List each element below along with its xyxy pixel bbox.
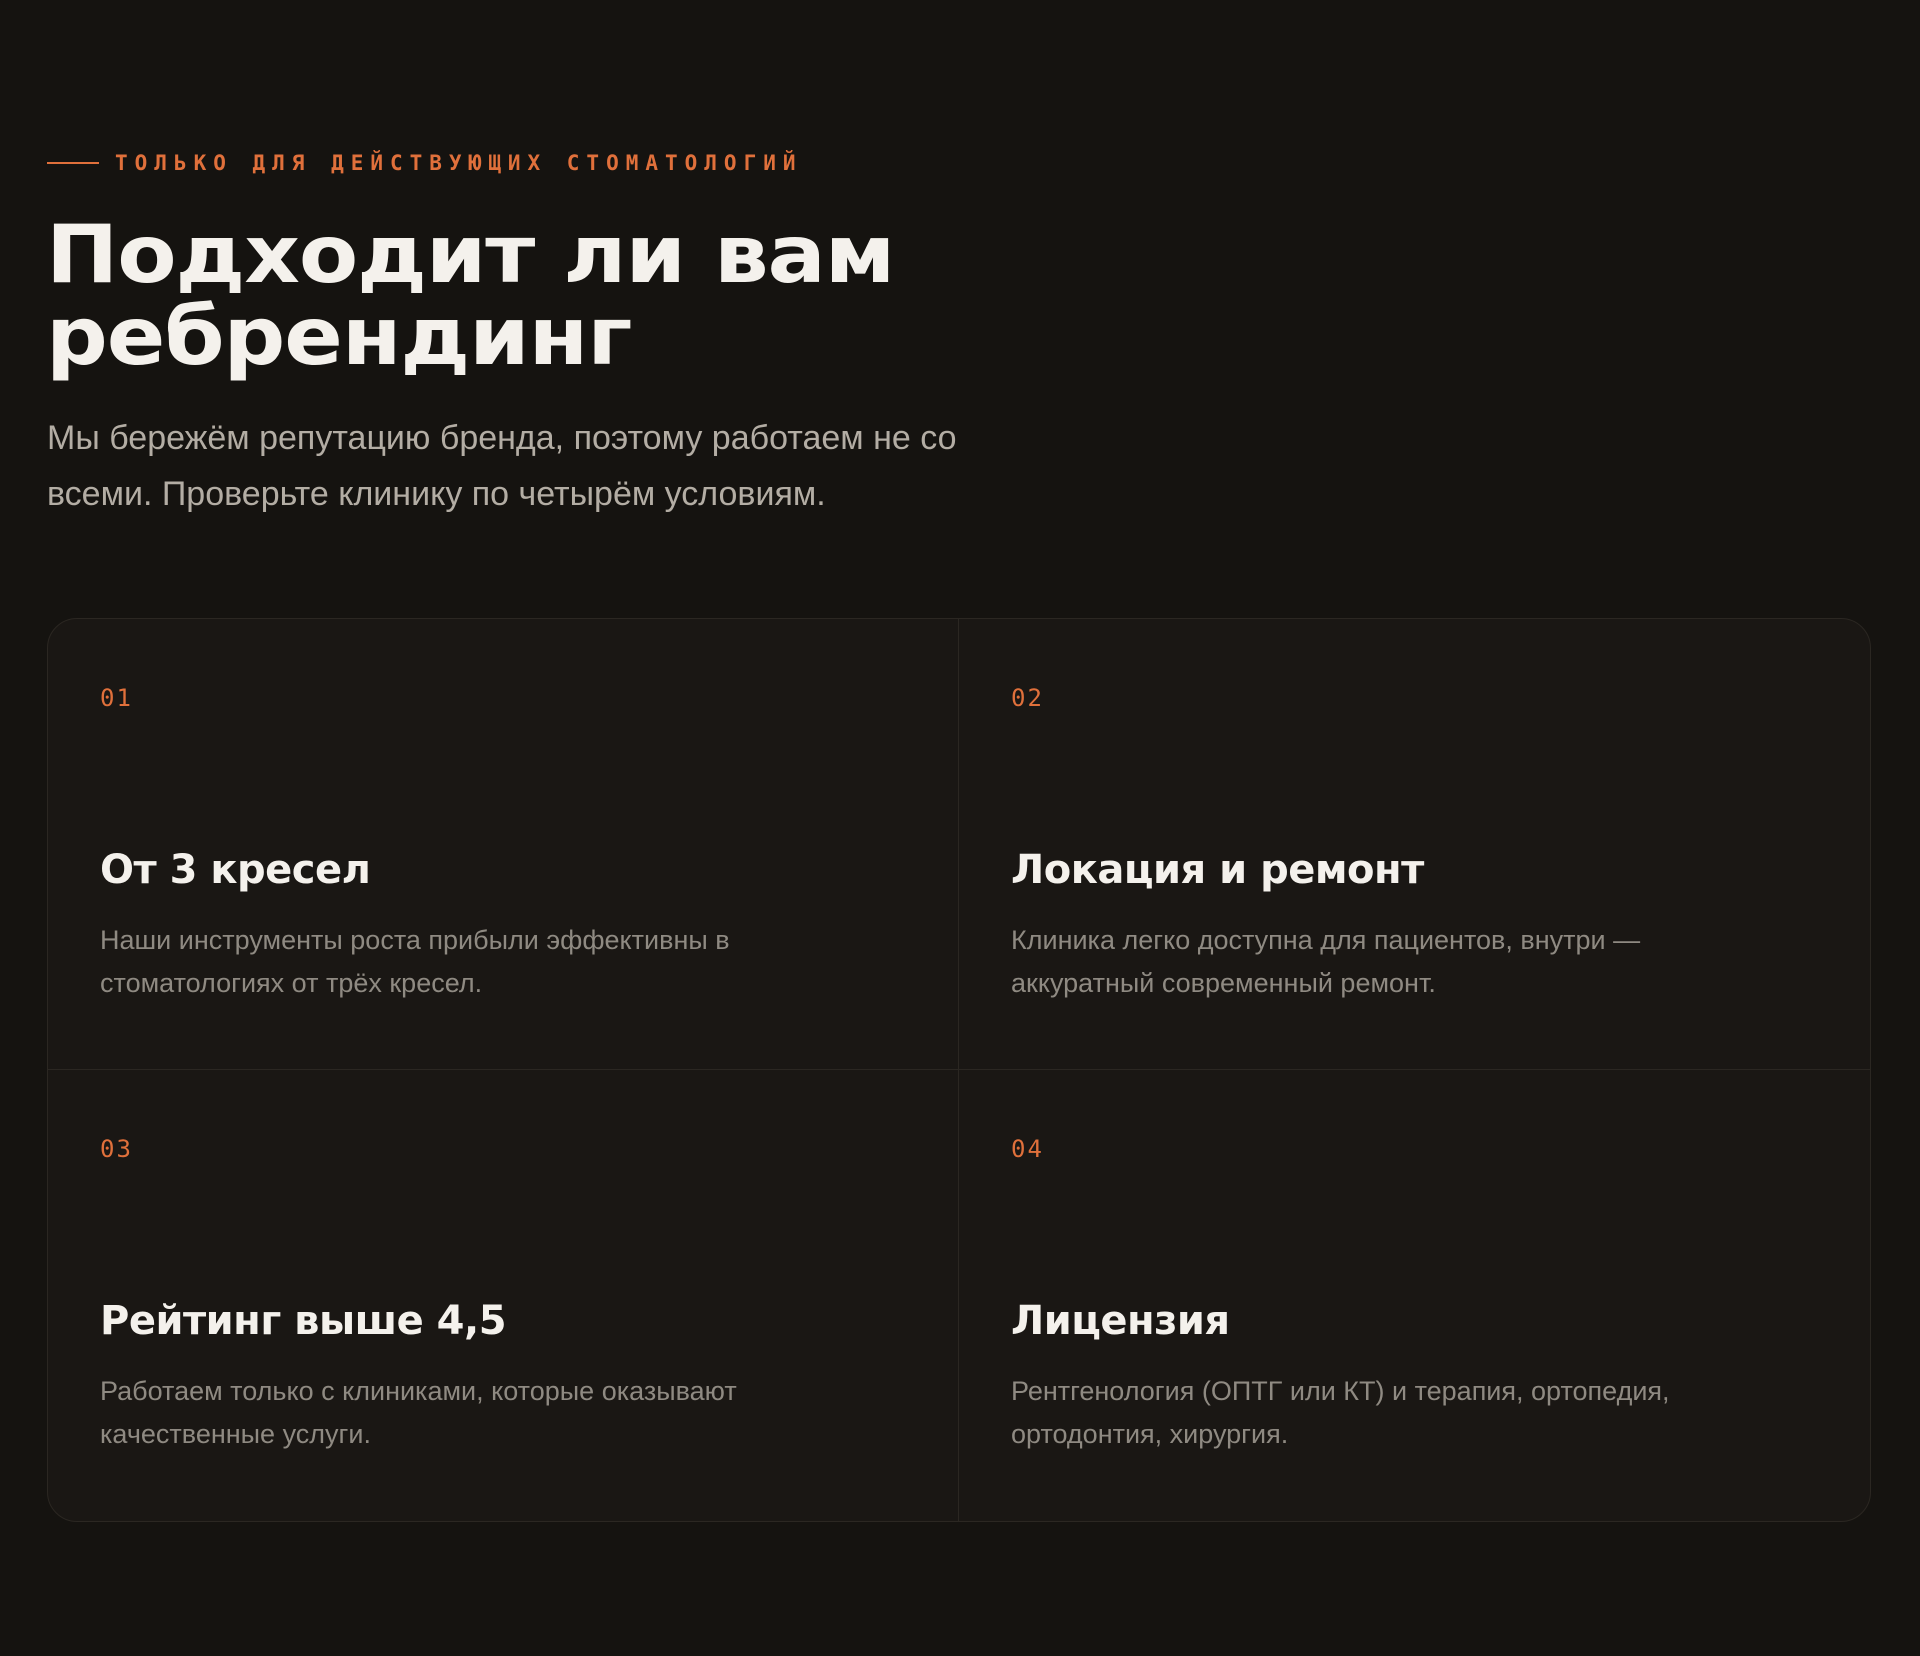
condition-description (100, 1370, 860, 1456)
section-subtitle-line-1: Мы бережём репутацию бренда, поэтому работаем не со (47, 419, 957, 457)
condition-title: Локация и ремонт (1011, 847, 1424, 893)
condition-card-chairs (48, 619, 959, 1070)
section-title-line-2: ребрендинг (46, 290, 632, 383)
condition-description-line-1: Рентгенология (ОПТГ или КТ) и терапия, ортопедия, (1011, 1376, 1670, 1406)
condition-number: 04 (1011, 1135, 1044, 1163)
condition-description (1011, 919, 1771, 1005)
condition-title: Лицензия (1011, 1298, 1230, 1344)
section-title-line-1: Подходит ли вам (46, 208, 895, 301)
condition-description-line-2: стоматологиях от трёх кресел. (100, 968, 483, 998)
section-subtitle (47, 410, 1027, 522)
condition-title: Рейтинг выше 4,5 (100, 1298, 507, 1344)
conditions-grid (47, 618, 1871, 1522)
condition-description-line-1: Работаем только с клиниками, которые оказывают (100, 1376, 737, 1406)
condition-description-line-2: ортодонтия, хирургия. (1011, 1419, 1289, 1449)
condition-description-line-1: Наши инструменты роста прибыли эффективны в (100, 925, 730, 955)
condition-number: 02 (1011, 684, 1044, 712)
eyebrow-text: ТОЛЬКО ДЛЯ ДЕЙСТВУЮЩИХ СТОМАТОЛОГИЙ (115, 151, 803, 175)
condition-number: 03 (100, 1135, 133, 1163)
condition-description-line-1: Клиника легко доступна для пациентов, внутри — (1011, 925, 1641, 955)
condition-title: От 3 кресел (100, 847, 371, 893)
condition-description-line-2: аккуратный современный ремонт. (1011, 968, 1436, 998)
condition-card-rating (48, 1070, 959, 1521)
condition-number: 01 (100, 684, 133, 712)
eyebrow (47, 148, 803, 178)
section-subtitle-line-2: всеми. Проверьте клинику по четырём условиям. (47, 475, 826, 513)
condition-description (1011, 1370, 1771, 1456)
condition-card-location (959, 619, 1870, 1070)
condition-description (100, 919, 860, 1005)
section-title (46, 208, 1234, 383)
condition-description-line-2: качественные услуги. (100, 1419, 371, 1449)
condition-card-license (959, 1070, 1870, 1521)
eyebrow-line (47, 162, 99, 164)
